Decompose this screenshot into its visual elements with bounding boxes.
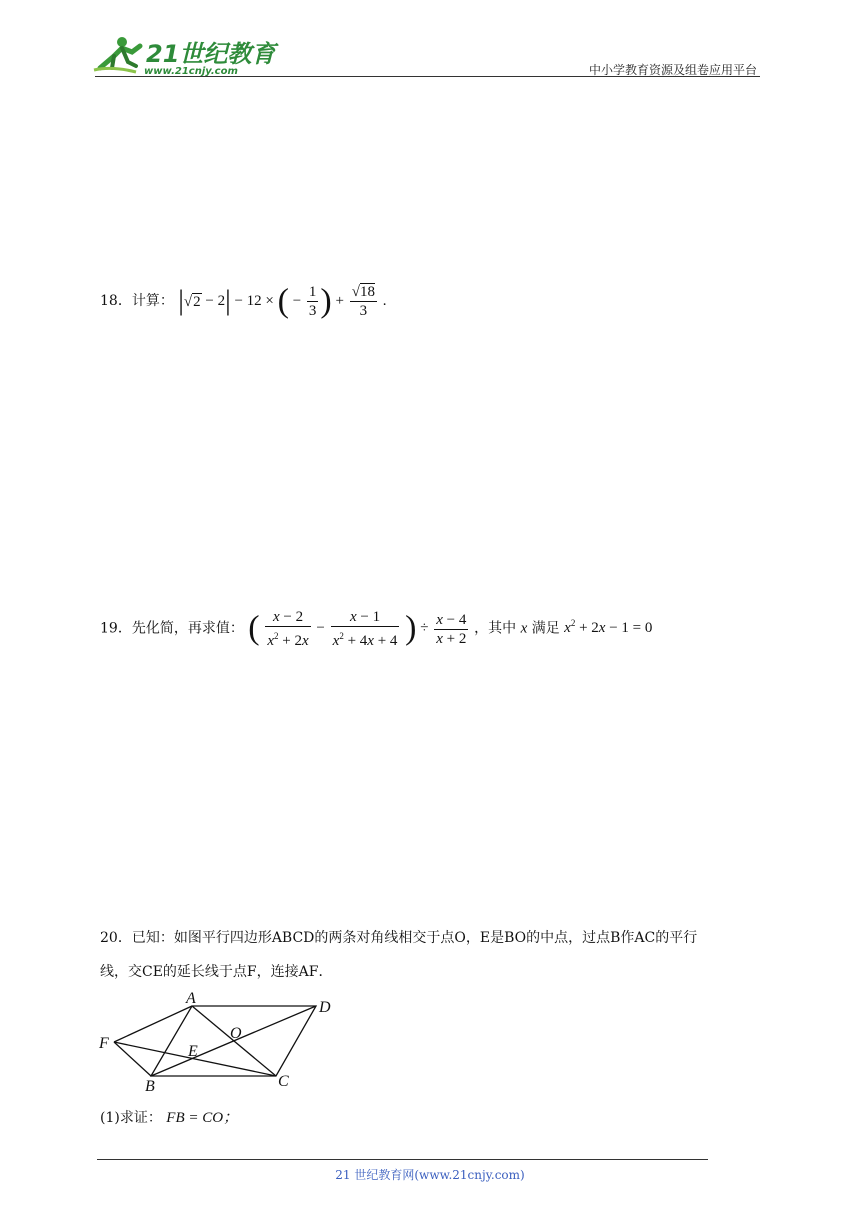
q19-var: x xyxy=(520,620,528,637)
label-c: C xyxy=(278,1073,289,1090)
q19-condition-equation: $x^2 + 2x - 1 = 0$ xyxy=(564,618,653,637)
label-a: A xyxy=(186,990,196,1007)
part1-expression: FB = CO； xyxy=(166,1110,239,1126)
footer-link[interactable]: 21 世纪教育网(www.21cnjy.com) xyxy=(335,1168,525,1182)
q18-expression: |√2 − 2| − 12 × ( − $\frac{1}{3}$ ) + $\frac{√18}{3}$ . xyxy=(178,282,387,320)
logo-text: 21世纪教育 xyxy=(146,40,276,68)
q19-cond: 满足 xyxy=(531,620,560,637)
header-divider xyxy=(95,76,760,77)
segment-fb xyxy=(114,1042,151,1076)
q18-label: 18．计算： xyxy=(100,292,174,309)
runner-logo-icon xyxy=(94,37,140,72)
question-20-line2: 线，交CE的延长线于点F，连接AF． xyxy=(100,964,333,980)
logo-url: www.21cnjy.com xyxy=(144,66,238,77)
label-e: E xyxy=(188,1043,198,1060)
label-b: B xyxy=(145,1078,155,1095)
q19-tail: ，其中 xyxy=(474,620,517,637)
parallelogram-figure xyxy=(96,990,346,1095)
footer-divider xyxy=(97,1159,708,1160)
segment-fa xyxy=(114,1006,192,1042)
q19-label: 19．先化简，再求值： xyxy=(100,620,244,637)
label-o: O xyxy=(230,1025,242,1042)
platform-name: 中小学教育资源及组卷应用平台 xyxy=(588,63,757,77)
question-18 xyxy=(100,283,386,320)
part1-label: (1)求证： xyxy=(100,1110,162,1126)
q19-expression: ( $\frac{x - 2}{x^2 + 2x}$ − $\frac{x - 1}{x^2 + 4x + 4}$ ) ÷ $\frac{x - 4}{x + 2}$ xyxy=(248,609,467,649)
label-d: D xyxy=(319,999,331,1016)
question-19 xyxy=(100,608,652,650)
question-20-line1: 20．已知：如图平行四边形ABCD的两条对角线相交于点O，E是BO的中点，过点B作AC的平行 xyxy=(100,930,698,946)
label-f: F xyxy=(99,1035,109,1052)
site-logo xyxy=(92,32,276,78)
question-20-part1 xyxy=(100,1108,238,1128)
